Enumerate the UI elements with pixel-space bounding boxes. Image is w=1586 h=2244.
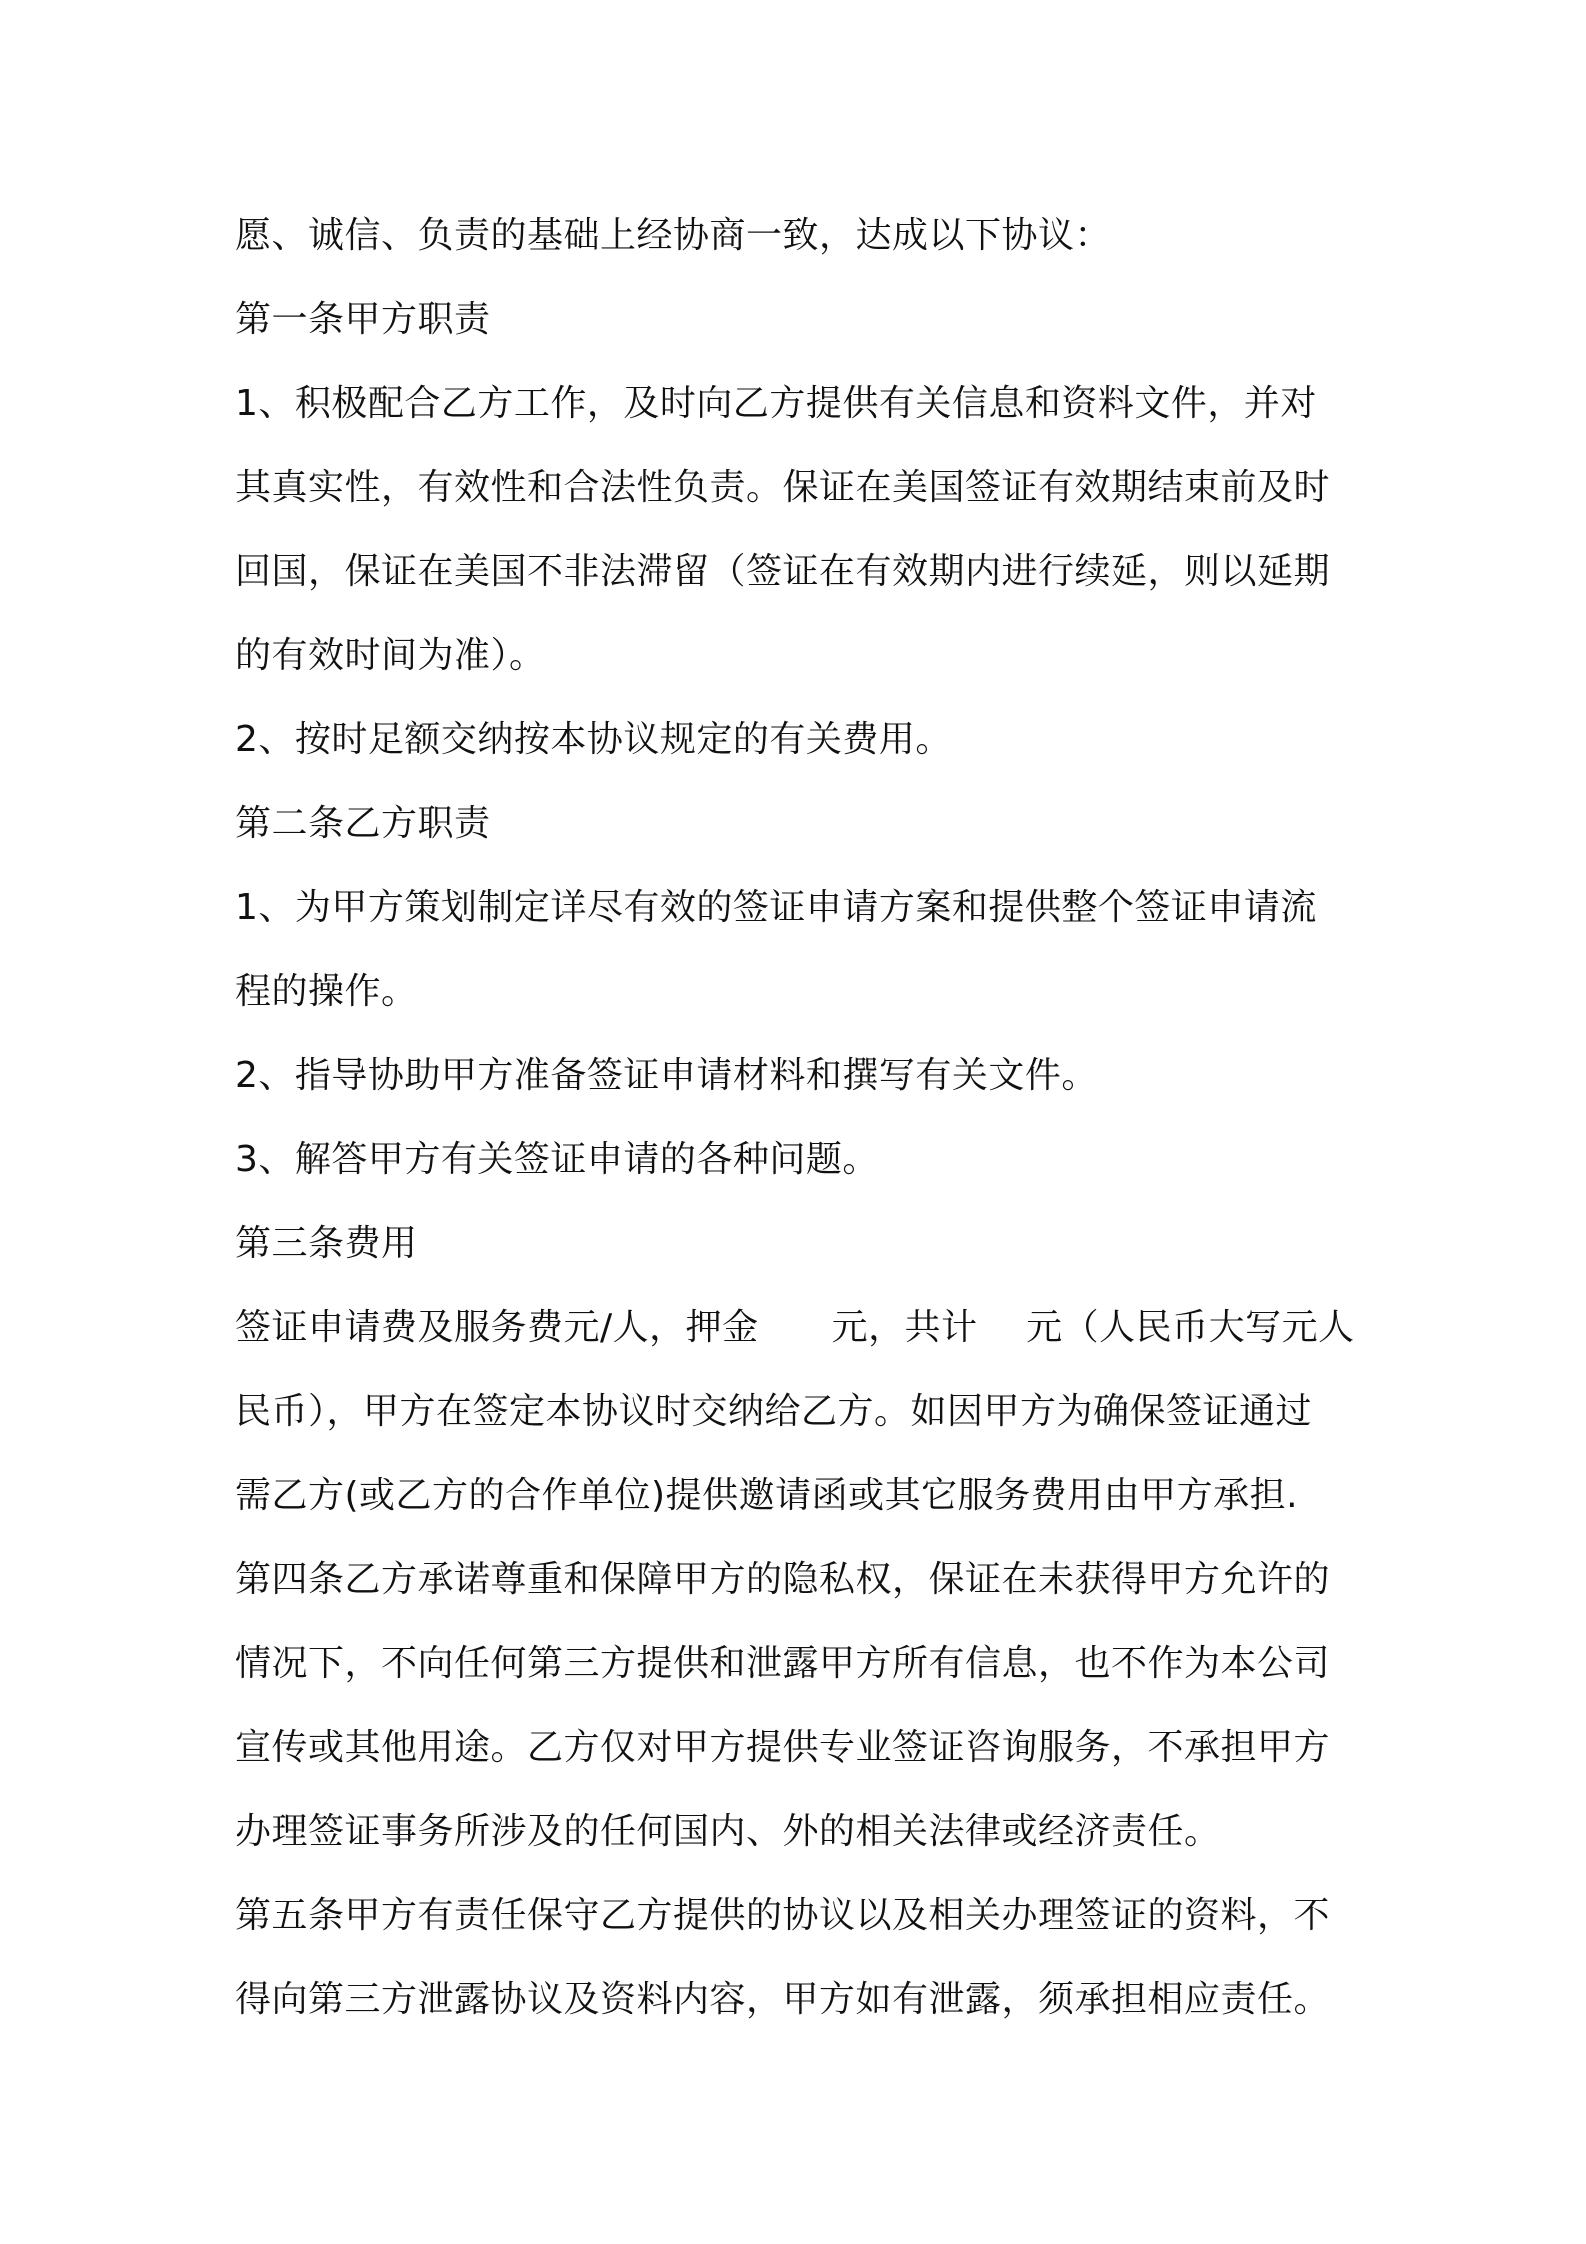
text-line: 2、按时足额交纳按本协议规定的有关费用。 <box>235 719 952 760</box>
text-line: 的有效时间为准）。 <box>235 635 546 676</box>
text-line: 需乙方(或乙方的合作单位)提供邀请函或其它服务费用由甲方承担. <box>235 1475 1299 1516</box>
text-line: 程的操作。 <box>235 971 418 1012</box>
document-body <box>235 194 1375 2042</box>
text-line: 1、积极配合乙方工作，及时向乙方提供有关信息和资料文件，并对 <box>235 383 1317 424</box>
text-line: 得向第三方泄露协议及资料内容，甲方如有泄露，须承担相应责任。 <box>235 1979 1331 2020</box>
section-heading: 第一条甲方职责 <box>235 299 491 340</box>
text-line: 宣传或其他用途。乙方仅对甲方提供专业签证咨询服务，不承担甲方 <box>235 1727 1331 1768</box>
text-line: 签证申请费及服务费元/人，押金 元，共计 元（人民币大写元人 <box>235 1307 1355 1348</box>
text-line: 办理签证事务所涉及的任何国内、外的相关法律或经济责任。 <box>235 1811 1221 1852</box>
text-line: 其真实性，有效性和合法性负责。保证在美国签证有效期结束前及时 <box>235 467 1331 508</box>
text-line: 1、为甲方策划制定详尽有效的签证申请方案和提供整个签证申请流 <box>235 887 1317 928</box>
text-line: 第四条乙方承诺尊重和保障甲方的隐私权，保证在未获得甲方允许的 <box>235 1559 1331 1600</box>
section-heading: 第二条乙方职责 <box>235 803 491 844</box>
text-line: 2、指导协助甲方准备签证申请材料和撰写有关文件。 <box>235 1055 1098 1096</box>
text-line: 愿、诚信、负责的基础上经协商一致，达成以下协议： <box>235 215 1112 256</box>
section-heading: 第三条费用 <box>235 1223 418 1264</box>
text-line: 民币），甲方在签定本协议时交纳给乙方。如因甲方为确保签证通过 <box>235 1391 1313 1432</box>
text-line: 第五条甲方有责任保守乙方提供的协议以及相关办理签证的资料，不 <box>235 1895 1331 1936</box>
text-line: 3、解答甲方有关签证申请的各种问题。 <box>235 1139 879 1180</box>
text-line: 情况下，不向任何第三方提供和泄露甲方所有信息，也不作为本公司 <box>235 1643 1331 1684</box>
text-line: 回国，保证在美国不非法滞留（签证在有效期内进行续延，则以延期 <box>235 551 1331 592</box>
